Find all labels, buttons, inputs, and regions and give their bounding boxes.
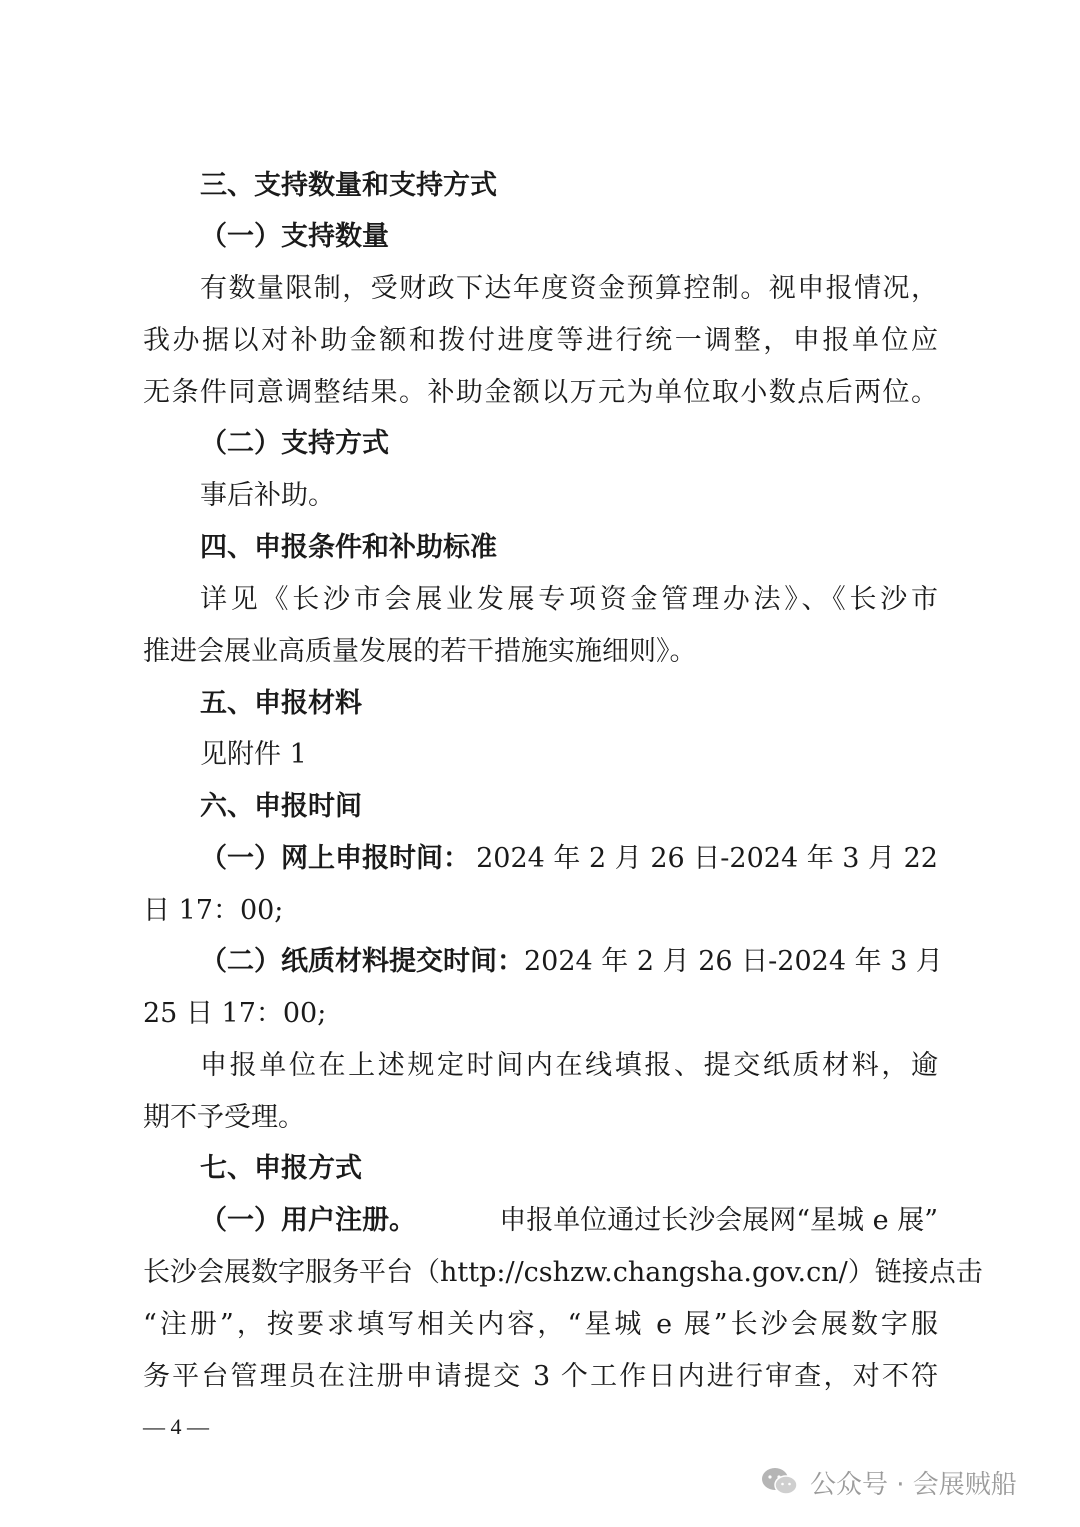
- paragraph-line: 申报单位在上述规定时间内在线填报、提交纸质材料，逾: [200, 1050, 938, 1081]
- time-1-label: （一）网上申报时间：: [200, 843, 470, 874]
- paragraph-line: 务平台管理员在注册申请提交 3 个工作日内进行审查，对不符: [143, 1361, 938, 1392]
- paragraph-line: 25 日 17：00;: [143, 998, 327, 1029]
- time-1-value: 2024 年 2 月 26 日-2024 年 3 月 22: [476, 843, 938, 874]
- subsection-2-title: （二）支持方式: [200, 428, 389, 459]
- paragraph-line: “注册”，按要求填写相关内容，“星城 e 展”长沙会展数字服: [143, 1309, 938, 1340]
- registration-line: [200, 1203, 938, 1239]
- paragraph-line: 事后补助。: [200, 480, 335, 511]
- time-1-line: [200, 841, 938, 877]
- paragraph-line: 有数量限制，受财政下达年度资金预算控制。视申报情况，: [200, 273, 938, 304]
- registration-text: 申报单位通过长沙会展网“星城 e 展”: [499, 1205, 938, 1236]
- page-number: — 4 —: [143, 1414, 209, 1439]
- paragraph-line: 长沙会展数字服务平台（http://cshzw.changsha.gov.cn/）链接点击: [143, 1257, 983, 1288]
- section-4-title: 四、申报条件和补助标准: [200, 532, 497, 563]
- time-2-value: 2024 年 2 月 26 日-2024 年 3 月: [524, 946, 943, 977]
- paragraph-line: 日 17：00;: [143, 895, 284, 926]
- wechat-icon: [760, 1466, 800, 1498]
- section-7-title: 七、申报方式: [200, 1153, 362, 1184]
- subsection-1-title: （一）支持数量: [200, 221, 389, 252]
- paragraph-line: 推进会展业高质量发展的若干措施实施细则》。: [143, 636, 697, 667]
- watermark: [760, 1462, 1017, 1502]
- section-5-title: 五、申报材料: [200, 688, 362, 719]
- section-6-title: 六、申报时间: [200, 791, 362, 822]
- time-2-label: （二）纸质材料提交时间：: [200, 946, 524, 977]
- paragraph-line: 我办据以对补助金额和拨付进度等进行统一调整，申报单位应: [143, 325, 938, 356]
- watermark-text: 公众号 · 会展贼船: [810, 1469, 1017, 1500]
- registration-label: （一）用户注册。: [200, 1205, 416, 1236]
- paragraph-line: 详见《长沙市会展业发展专项资金管理办法》、《长沙市: [200, 584, 938, 615]
- paragraph-line: 期不予受理。: [143, 1102, 305, 1133]
- section-3-title: 三、支持数量和支持方式: [200, 170, 497, 201]
- paragraph-line: 无条件同意调整结果。补助金额以万元为单位取小数点后两位。: [143, 377, 938, 408]
- time-2-line: [200, 944, 943, 980]
- paragraph-line: 见附件 1: [200, 739, 307, 770]
